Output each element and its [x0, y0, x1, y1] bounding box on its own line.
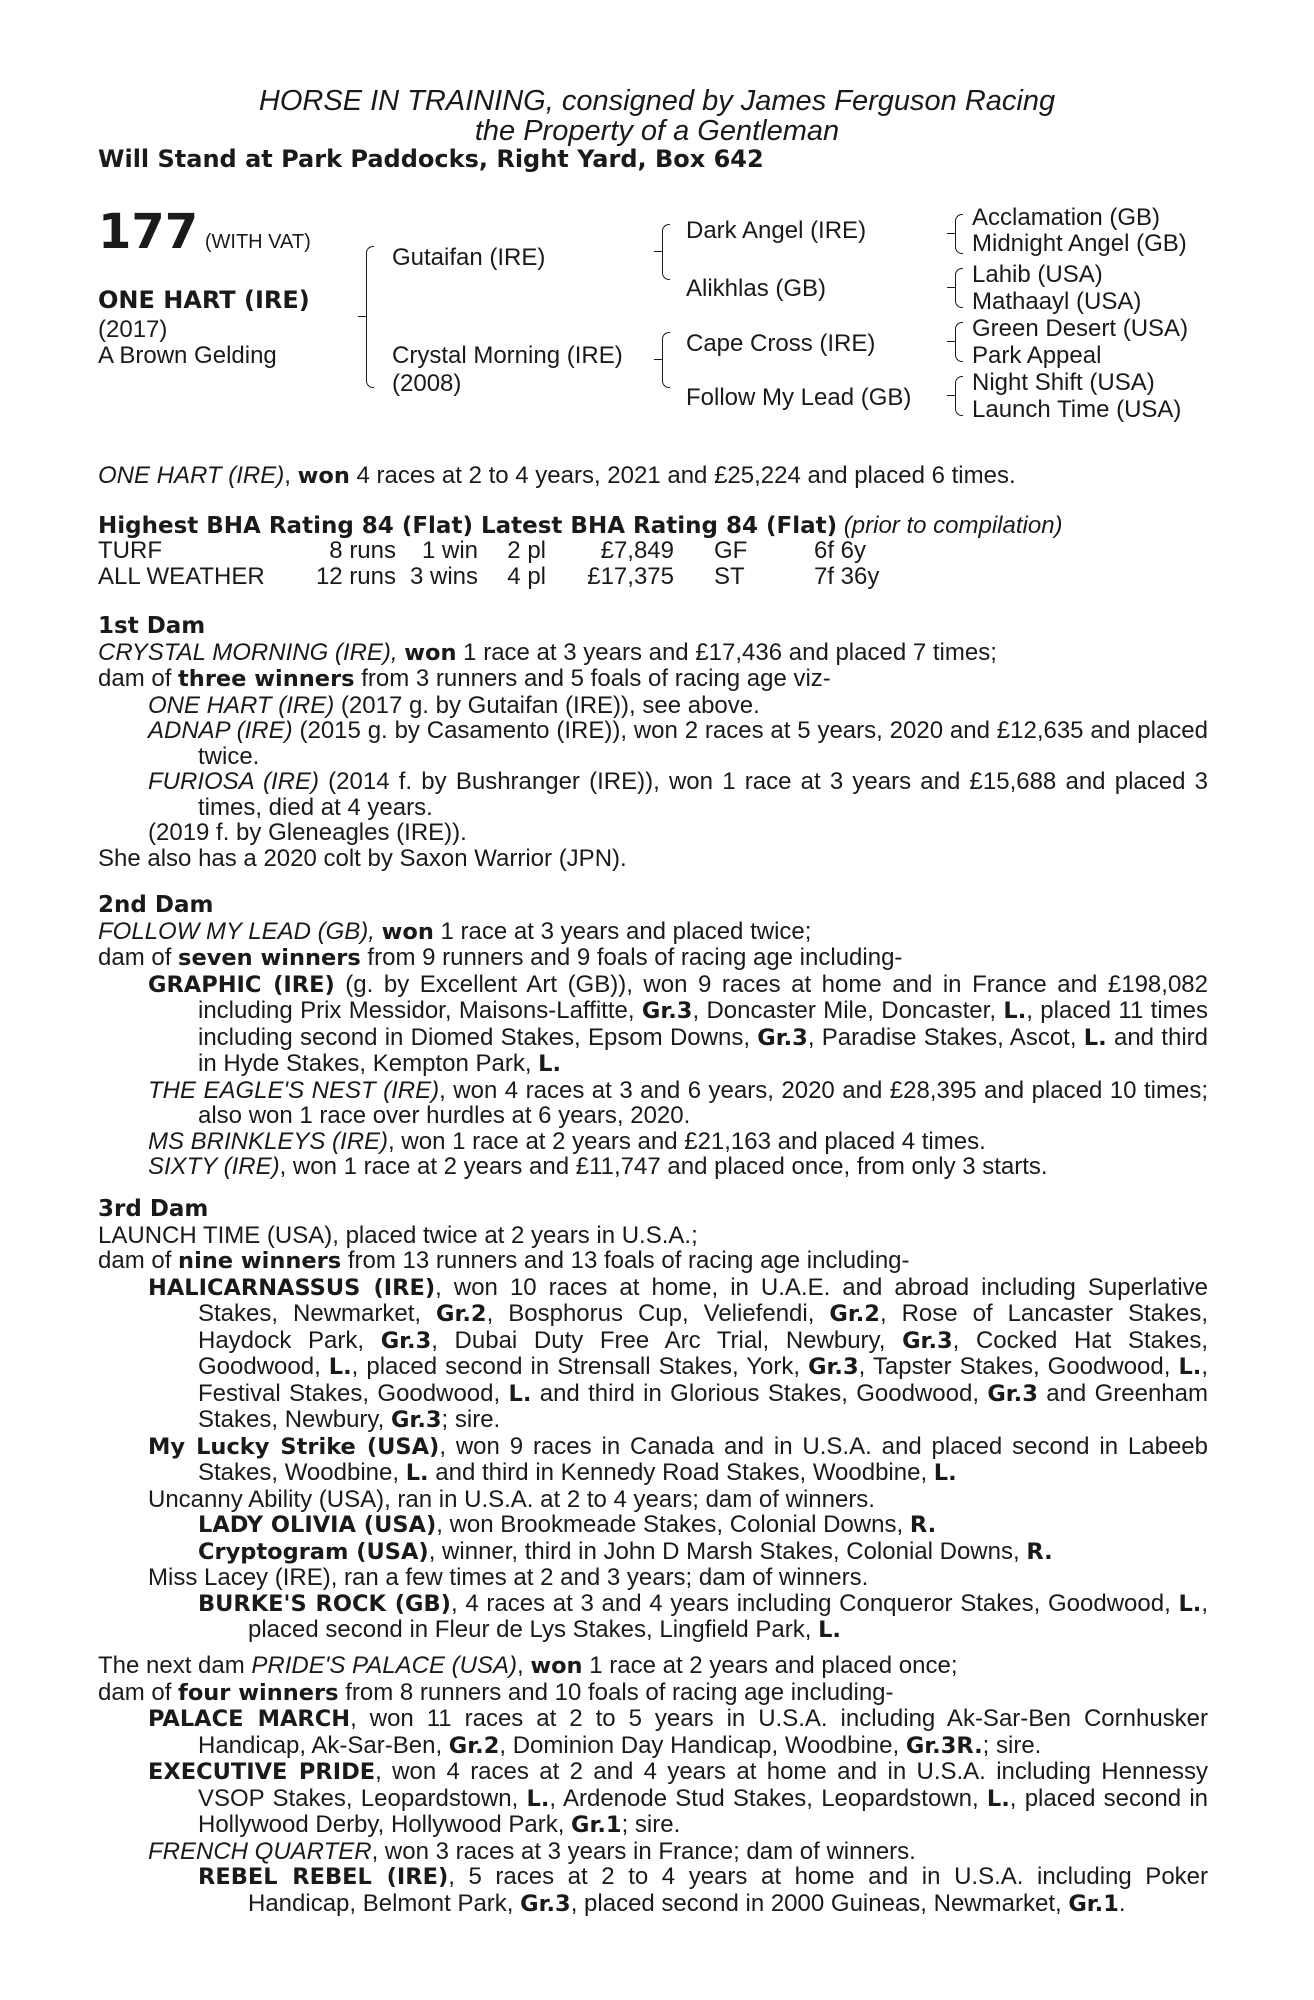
first-dam-section: 1st Dam CRYSTAL MORNING (IRE), won 1 race at 3 years and £17,436 and placed 7 times; dam of three winners from 3 runners and 5 foals of racing age viz- ONE HART (IRE) (2017 g. by Gutaifan (IRE)), see above. ADNAP (IRE) (2015 g. by Casamento (IRE)), won 2 races at 5 years, 2020 and £12,635 and placed twice. FURIOSA (IRE) (2014 f. by Bushranger (IRE)), won 1 race at 3 years and £15,688 and placed 3 times, died at 4 years. (2019 f. by Gleneagles (IRE)). She also has a 2020 colt by Saxon Warrior (JPN).: [98, 613, 1208, 872]
progeny-entry: MS BRINKLEYS (IRE), won 1 race at 2 years and £21,163 and placed 4 times.: [148, 1127, 986, 1155]
pedigree-ss: Dark Angel (IRE): [686, 217, 867, 244]
progeny-entry: HALICARNASSUS (IRE), won 10 races at home, in U.A.E. and abroad including Superlative Stakes, Newmarket, Gr.2, Bosphorus Cup, Veliefendi, Gr.2, Rose of Lancaster Stakes, Haydock Park, Gr.3, Dubai Duty Free Arc Trial, Newbury, Gr.3, Cocked Hat Stakes, Goodwood, L., placed second in Strensall Stakes, York, Gr.3, Tapster Stakes, Goodwood, L., Festival Stakes, Goodwood, L. and third in Glorious Stakes, Goodwood, Gr.3 and Greenham Stakes, Newbury, Gr.3; sire.: [148, 1273, 1209, 1433]
pedigree-dss: Green Desert (USA): [972, 315, 1189, 342]
progeny-note: She also has a 2020 colt by Saxon Warrior (JPN).: [98, 844, 627, 872]
pedigree-ds: Cape Cross (IRE): [686, 330, 876, 357]
third-dam-heading: 3rd Dam: [98, 1196, 209, 1222]
horse-name: ONE HART (IRE): [98, 286, 310, 314]
pedigree-dam-year: (2008): [392, 370, 462, 397]
rating-heading: Highest BHA Rating 84 (Flat) Latest BHA Rating 84 (Flat): [98, 513, 838, 539]
stats-row-all-weather: ALL WEATHER 12 runs 3 wins 4 pl £17,375 ST 7f 36y: [98, 562, 880, 590]
progeny-entry: My Lucky Strike (USA), won 9 races in Canada and in U.S.A. and placed second in Labeeb Stakes, Woodbine, L. and third in Kennedy Road Stakes, Woodbine, L.: [148, 1432, 1208, 1486]
rating-note: (prior to compilation): [843, 512, 1063, 539]
progeny-entry: GRAPHIC (IRE) (g. by Excellent Art (GB)), won 9 races at home and in France and £198,082 including Prix Messidor, Maisons-Laffitte, Gr.3, Doncaster Mile, Doncaster, L., placed 11 times including second in Diomed Stakes, Epsom Downs, Gr.3, Paradise Stakes, Ascot, L. and third in Hyde Stakes, Kempton Park, L.: [148, 970, 1208, 1077]
progeny-entry: Uncanny Ability (USA), ran in U.S.A. at 2 to 4 years; dam of winners.: [148, 1485, 875, 1513]
race-summary: ONE HART (IRE), won 4 races at 2 to 4 years, 2021 and £25,224 and placed 6 times.: [98, 462, 1016, 489]
horse-description: A Brown Gelding: [98, 342, 277, 369]
pedigree-dsd: Park Appeal: [972, 342, 1102, 369]
sire-line-brace: [662, 224, 670, 280]
progeny-entry: ADNAP (IRE) (2015 g. by Casamento (IRE)), won 2 races at 5 years, 2020 and £12,635 and placed twice.: [148, 717, 1208, 770]
progeny-entry: Miss Lacey (IRE), ran a few times at 2 and 3 years; dam of winners.: [148, 1564, 869, 1591]
progeny-entry: FURIOSA (IRE) (2014 f. by Bushranger (IRE)), won 1 race at 3 years and £15,688 and placed 3 times, died at 4 years.: [148, 768, 1208, 821]
summary-horse: ONE HART (IRE): [98, 462, 285, 489]
pedigree-sdd: Mathaayl (USA): [972, 288, 1142, 315]
pedigree-dds: Night Shift (USA): [972, 369, 1155, 396]
pedigree-ddd: Launch Time (USA): [972, 396, 1182, 423]
property-line: the Property of a Gentleman: [474, 115, 840, 147]
pedigree-sd: Alikhlas (GB): [686, 275, 827, 302]
progeny-entry: THE EAGLE'S NEST (IRE), won 4 races at 3 and 6 years, 2020 and £28,395 and placed 10 times; also won 1 race over hurdles at 6 years, 2020.: [148, 1076, 1208, 1129]
progeny-entry: SIXTY (IRE), won 1 race at 2 years and £11,747 and placed once, from only 3 starts.: [148, 1153, 1048, 1180]
progeny-entry: FRENCH QUARTER, won 3 races at 3 years in France; dam of winners.: [148, 1837, 916, 1865]
pedigree-dam: Crystal Morning (IRE): [392, 342, 623, 369]
lot-heading: [98, 204, 311, 260]
sire-dam-brace: [366, 246, 374, 388]
second-dam-heading: 2nd Dam: [98, 892, 214, 918]
bha-rating: [98, 513, 1208, 540]
pedigree-sss: Acclamation (GB): [972, 204, 1161, 231]
stats-table: [98, 538, 924, 589]
lot-number: 177: [98, 204, 199, 260]
second-dam-section: 2nd Dam FOLLOW MY LEAD (GB), won 1 race at 3 years and placed twice; dam of seven winners from 9 runners and 9 foals of racing age including- GRAPHIC (IRE) (g. by Excellent Art (GB)), won 9 races at home and in France and £198,082 including Prix Messidor, Maisons-Laffitte, Gr.3, Doncaster Mile, Doncaster, L., placed 11 times including second in Diomed Stakes, Epsom Downs, Gr.3, Paradise Stakes, Ascot, L. and third in Hyde Stakes, Kempton Park, L. THE EAGLE'S NEST (IRE), won 4 races at 3 and 6 years, 2020 and £28,395 and placed 10 times; also won 1 race over hurdles at 6 years, 2020. MS BRINKLEYS (IRE), won 1 race at 2 years and £21,163 and placed 4 times. SIXTY (IRE), won 1 race at 2 years and £11,747 and placed once, from only 3 starts.: [98, 892, 1208, 1180]
next-dam-section: The next dam PRIDE'S PALACE (USA), won 1 race at 2 years and placed once; dam of four winners from 8 runners and 10 foals of racing age including- PALACE MARCH, won 11 races at 2 to 5 years in U.S.A. including Ak-Sar-Ben Cornhusker Handicap, Ak-Sar-Ben, Gr.2, Dominion Day Handicap, Woodbine, Gr.3R.; sire. EXECUTIVE PRIDE, won 4 races at 2 and 4 years at home and in U.S.A. including Hennessy VSOP Stakes, Leopardstown, L., Ardenode Stud Stakes, Leopardstown, L., placed second in Hollywood Derby, Hollywood Park, Gr.1; sire. FRENCH QUARTER, won 3 races at 3 years in France; dam of winners. REBEL REBEL (IRE), 5 races at 2 to 4 years at home and in U.S.A. including Poker Handicap, Belmont Park, Gr.3, placed second in 2000 Guineas, Newmarket, Gr.1.: [98, 1652, 1209, 1917]
brace-dd: [955, 376, 963, 416]
brace-ds: [955, 322, 963, 362]
progeny-entry: EXECUTIVE PRIDE, won 4 races at 2 and 4 years at home and in U.S.A. including Hennessy VSOP Stakes, Leopardstown, L., Ardenode Stud Stakes, Leopardstown, L., placed second in Hollywood Derby, Hollywood Park, Gr.1; sire.: [148, 1758, 1209, 1838]
progeny-entry: Cryptogram (USA), winner, third in John D Marsh Stakes, Colonial Downs, R.: [198, 1537, 1053, 1565]
progeny-entry: PALACE MARCH, won 11 races at 2 to 5 years in U.S.A. including Ak-Sar-Ben Cornhusker Handicap, Ak-Sar-Ben, Gr.2, Dominion Day Handicap, Woodbine, Gr.3R.; sire.: [148, 1705, 1209, 1759]
progeny-entry: REBEL REBEL (IRE), 5 races at 2 to 4 years at home and in U.S.A. including Poker Handicap, Belmont Park, Gr.3, placed second in 2000 Guineas, Newmarket, Gr.1.: [198, 1863, 1208, 1917]
consignor-line: HORSE IN TRAINING, consigned by James Ferguson Racing: [258, 85, 1056, 117]
progeny-entry: LADY OLIVIA (USA), won Brookmeade Stakes, Colonial Downs, R.: [198, 1511, 937, 1538]
progeny-entry: BURKE'S ROCK (GB), 4 races at 3 and 4 years including Conqueror Stakes, Goodwood, L., placed second in Fleur de Lys Stakes, Lingfield Park, L.: [198, 1589, 1208, 1643]
first-dam-heading: 1st Dam: [98, 613, 206, 639]
pedigree-sds: Lahib (USA): [972, 261, 1103, 288]
brace-sd: [955, 268, 963, 308]
progeny-entry: ONE HART (IRE) (2017 g. by Gutaifan (IRE)), see above.: [148, 691, 760, 719]
progeny-entry: (2019 f. by Gleneagles (IRE)).: [148, 819, 467, 846]
vat-note: (WITH VAT): [204, 231, 311, 253]
stats-row-turf: TURF 8 runs 1 win 2 pl £7,849 GF 6f 6y: [98, 537, 867, 564]
brace-ss: [955, 214, 963, 254]
pedigree-dd: Follow My Lead (GB): [686, 384, 912, 411]
dam-line-brace: [662, 332, 670, 388]
foaling-year: (2017): [98, 316, 168, 343]
pedigree-sire: Gutaifan (IRE): [392, 244, 546, 271]
pedigree-ssd: Midnight Angel (GB): [972, 230, 1187, 257]
third-dam-section: 3rd Dam LAUNCH TIME (USA), placed twice at 2 years in U.S.A.; dam of nine winners from 13 runners and 13 foals of racing age including- HALICARNASSUS (IRE), won 10 races at home, in U.A.E. and abroad including Superlative Stakes, Newmarket, Gr.2, Bosphorus Cup, Veliefendi, Gr.2, Rose of Lancaster Stakes, Haydock Park, Gr.3, Dubai Duty Free Arc Trial, Newbury, Gr.3, Cocked Hat Stakes, Goodwood, L., placed second in Strensall Stakes, York, Gr.3, Tapster Stakes, Goodwood, L., Festival Stakes, Goodwood, L. and third in Glorious Stakes, Goodwood, Gr.3 and Greenham Stakes, Newbury, Gr.3; sire. My Lucky Strike (USA), won 9 races in Canada and in U.S.A. and placed second in Labeeb Stakes, Woodbine, L. and third in Kennedy Road Stakes, Woodbine, L. Uncanny Ability (USA), ran in U.S.A. at 2 to 4 years; dam of winners. LADY OLIVIA (USA), won Brookmeade Stakes, Colonial Downs, R. Cryptogram (USA), winner, third in John D Marsh Stakes, Colonial Downs, R. Miss Lacey (IRE), ran a few times at 2 and 3 years; dam of winners. BURKE'S ROCK (GB), 4 races at 3 and 4 years including Conqueror Stakes, Goodwood, L., placed second in Fleur de Lys Stakes, Lingfield Park, L.: [98, 1196, 1209, 1643]
stand-location: Will Stand at Park Paddocks, Right Yard, Box 642: [98, 145, 764, 173]
